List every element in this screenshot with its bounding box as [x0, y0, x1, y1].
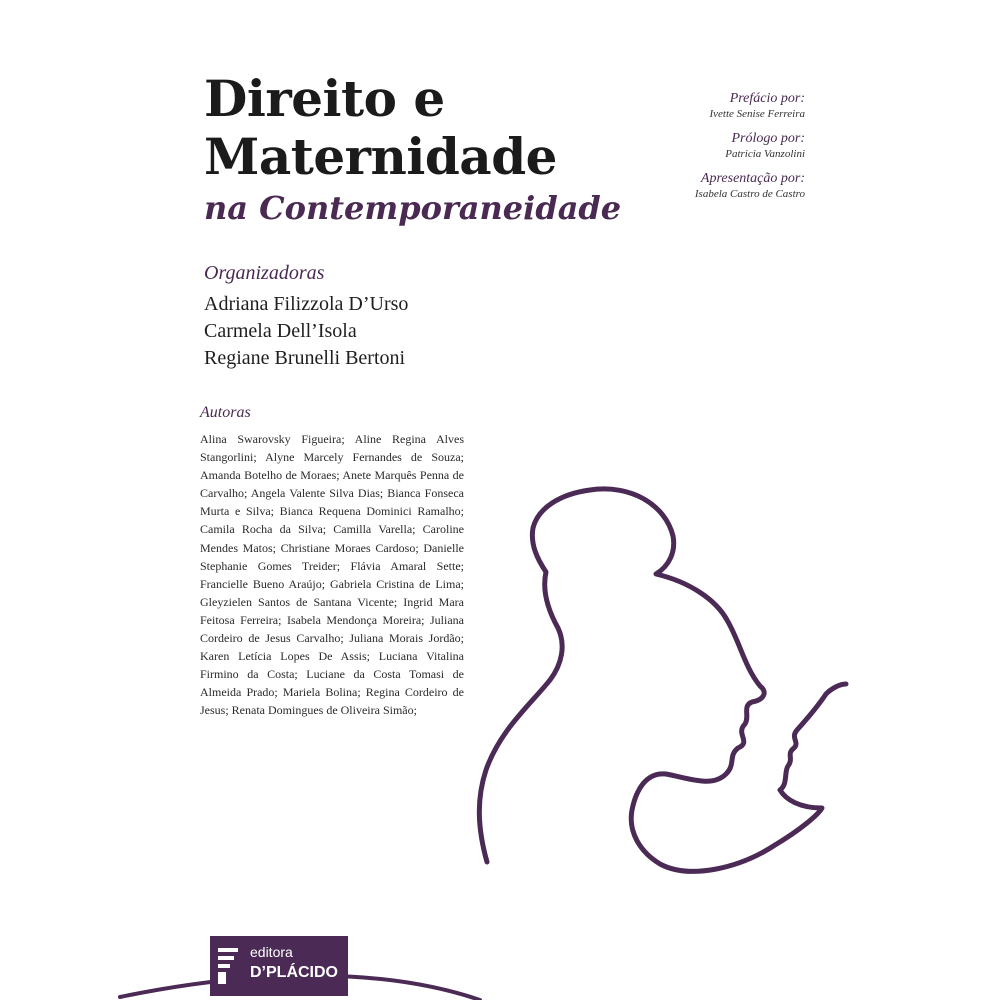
- organizer-name: Regiane Brunelli Bertoni: [204, 347, 406, 369]
- title-line-1: Direito e: [204, 69, 445, 128]
- publisher-mark-icon: [216, 944, 240, 988]
- authors-heading: Autoras: [200, 404, 251, 421]
- authors-block: [200, 404, 464, 720]
- authors-list: Alina Swarovsky Figueira; Aline Regina Alves Stangorlini; Alyne Marcely Fernandes de Souza; Amanda Botelho de Moraes; Anete Marquês Penna de Carvalho; Angela Valente Silva Dias; Bianca Fonseca Murta e Silva; Bianca Requena Dominici Ramalho; Camila Rocha da Silva; Camilla Varella; Caroline Mendes Matos; Christiane Moraes Cardoso; Danielle Stephanie Gomes Treider; Flávia Amaral Sette; Francielle Bueno Araújo; Gabriela Cristina de Lima; Gleyzielen Santos de Santana Vicente; Ingrid Mara Feitosa Ferreira; Isabela Mendonça Moreira; Juliana Cordeiro de Jesus Carvalho; Juliana Morais Jordão; Karen Letícia Lopes De Assis; Luciana Vitalina Firmino da Costa; Luciane da Costa Tomasi de Almeida Prado; Mariela Bolina; Regina Cordeiro de Jesus; Renata Domingues de Oliveira Simão;: [200, 432, 464, 718]
- publisher-name: D’PLÁCIDO: [250, 964, 338, 981]
- organizers-heading: Organizadoras: [204, 262, 325, 284]
- mother-profile-outline: [479, 489, 846, 871]
- credit-presentation: [650, 170, 805, 201]
- organizer-name: Carmela Dell’Isola: [204, 320, 357, 342]
- organizer-name: Adriana Filizzola D’Urso: [204, 293, 409, 315]
- publisher-line-1: editora: [250, 944, 293, 960]
- credit-prologue: [650, 130, 805, 161]
- organizers-block: [204, 262, 408, 372]
- credit-preface: [650, 90, 805, 121]
- organizers-list: [204, 291, 408, 372]
- credits-block: [650, 90, 805, 210]
- credit-name: Isabela Castro de Castro: [694, 188, 805, 200]
- credit-name: Patricia Vanzolini: [725, 148, 805, 160]
- credit-role: Apresentação por:: [700, 171, 805, 186]
- credit-name: Ivette Senise Ferreira: [709, 108, 805, 120]
- title-line-2: Maternidade: [204, 127, 557, 186]
- book-title: [204, 70, 644, 228]
- credit-role: Prefácio por:: [729, 91, 805, 106]
- publisher-logo: [210, 936, 348, 996]
- book-subtitle: na Contemporaneidade: [204, 189, 622, 227]
- credit-role: Prólogo por:: [731, 131, 805, 146]
